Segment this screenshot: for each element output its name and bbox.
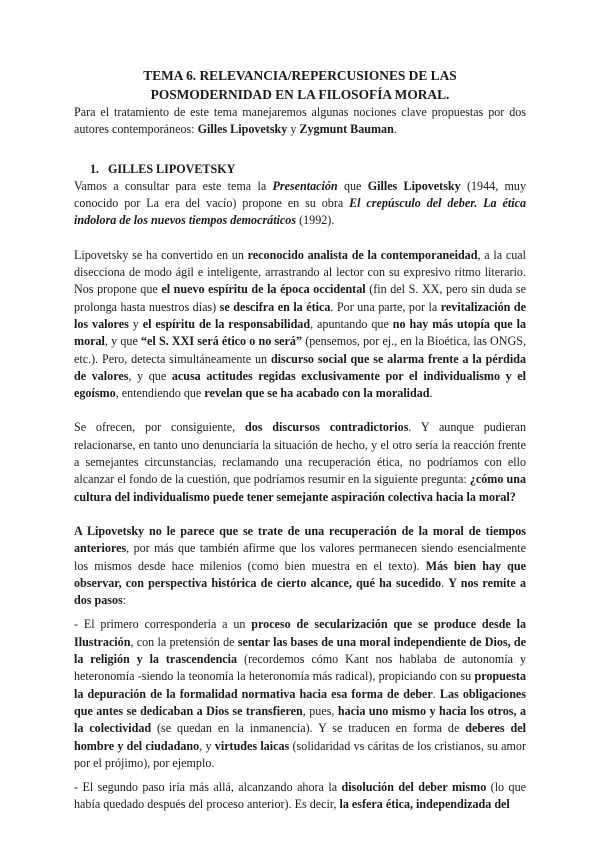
intro-paragraph: Para el tratamiento de este tema manejaremos algunas nociones clave propuestas por dos autores contemporáneos: Gilles Lipovetsky y Zygmunt Bauman. (74, 105, 526, 137)
paragraph-second-step: - El segundo paso iría más allá, alcanzando ahora la disolución del deber mismo (lo que había quedado después del proceso anterior). Es decir, la esfera ética, independizada del (74, 780, 526, 812)
paragraph-first-step: - El primero correspondería a un proceso de secularización que se produce desde la Ilustración, con la pretensión de sentar las bases de una moral independiente de Dios, de la religión y la trascendencia (recordemos cómo Kant nos hablaba de autonomía y heteronomía -siendo la teonomía la heteronomía más radical), propiciando con su propuesta la depuración de la formalidad normativa hacia esa forma de deber. Las obligaciones que antes se dedicaban a Dios se transfieren, pues, hacia uno mismo y hacia los otros, a la colectividad (se quedan en la inmanencia). Y se traducen en forma de deberes del hombre y del ciudadano, y virtudes laicas (solidaridad vs cáritas de los cristianos, su amor por el prójimo), por ejemplo. (74, 617, 526, 770)
paragraph-two-steps: A Lipovetsky no le parece que se trate de una recuperación de la moral de tiempos anteriores, por más que también afirme que los valores permanecen siendo esencialmente los mismos desde hace milenios (como bien muestra en el texto). Más bien hay que observar, con perspectiva histórica de cierto alcance, qué ha sucedido. Y nos remite a dos pasos: (74, 523, 527, 608)
title-line-2: POSMODERNIDAD EN LA FILOSOFÍA MORAL. (150, 87, 450, 102)
section-heading-text: GILLES LIPOVETSKY (108, 161, 236, 176)
paragraph-contradictory-discourses: Se ofrecen, por consiguiente, dos discursos contradictorios. Y aunque pudieran relacionarse, en tanto uno denunciaría la situación de hecho, y el otro sería la reacción frente a semejantes circunstancias, reclamando una recuperación ética, no podríamos con ello alcanzar el fondo de la cuestión, que podríamos resumir en la siguiente pregunta: ¿cómo una cultura del individualismo puede tener semejante aspiración colectiva hacia la moral? (74, 420, 527, 504)
section-heading-lipovetsky (74, 161, 526, 178)
paragraph-analyst: Lipovetsky se ha convertido en un reconocido analista de la contemporaneidad, a la cual disecciona de modo ágil e inteligente, arrastrando al lector con su expresivo ritmo literario. Nos propone que el nuevo espíritu de la época occidental (fin del S. XX, pero sin duda se prolonga hasta nuestros días) se descifra en la ética. Por una parte, por la revitalización de los valores y el espíritu de la responsabilidad, apuntando que no hay más utopía que la moral, y que “el S. XXI será ético o no será” (pensemos, por ej., en la Bioética, las ONGS, etc.). Pero, detecta simultáneamente un discurso social que se alarma frente a la pérdida de valores, y que acusa actitudes regidas exclusivamente por el individualismo y el egoísmo, entendiendo que revelan que se ha acabado con la moralidad. (74, 247, 527, 401)
title-line-1: TEMA 6. RELEVANCIA/REPERCUSIONES DE LAS (143, 68, 457, 83)
section-number: 1. (90, 161, 100, 176)
document-title (74, 66, 526, 104)
paragraph-presentation: Vamos a consultar para este tema la Presentación que Gilles Lipovetsky (1944, muy conocido por La era del vacío) propone en su obra El crepúsculo del deber. La ética indolora de los nuevos tiempos democráticos (1992). (74, 178, 527, 228)
